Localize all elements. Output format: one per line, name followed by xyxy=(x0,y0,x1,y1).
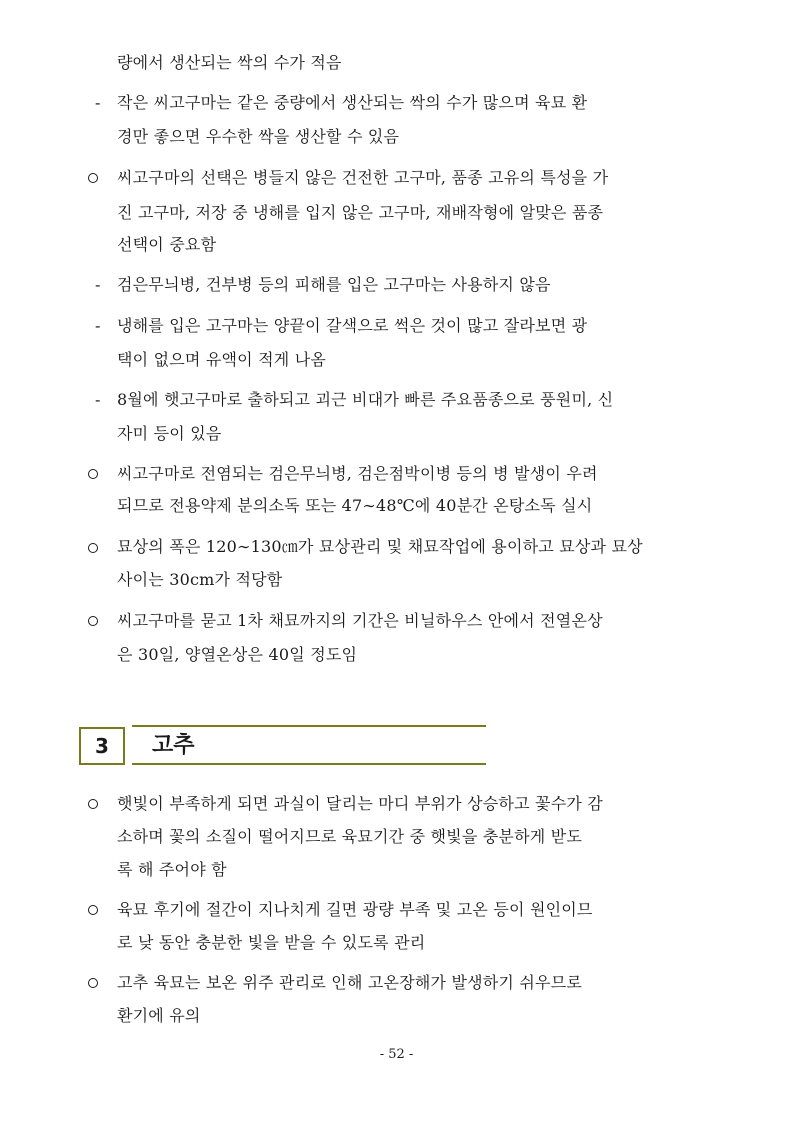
text-line: 진 고구마, 저장 중 냉해를 입지 않은 고구마, 재배작형에 알맞은 품종 xyxy=(117,203,604,222)
circle-bullet-icon xyxy=(88,978,98,988)
section-number: 3 xyxy=(95,734,109,758)
text-line: 로 낮 동안 충분한 빛을 받을 수 있도록 관리 xyxy=(117,933,426,952)
text-line: 고추 육묘는 보온 위주 관리로 인해 고온장해가 발생하기 쉬우므로 xyxy=(117,973,583,992)
text-line: 소하며 꽃의 소질이 떨어지므로 육묘기간 중 햇빛을 충분하게 받도 xyxy=(117,827,583,846)
text-line: 햇빛이 부족하게 되면 과실이 달리는 마디 부위가 상승하고 꽃수가 감 xyxy=(117,794,603,813)
text-line: 8월에 햇고구마로 출하되고 괴근 비대가 빠른 주요품종으로 풍원미, 신 xyxy=(117,390,614,409)
text-line: 검은무늬병, 건부병 등의 피해를 입은 고구마는 사용하지 않음 xyxy=(117,275,551,294)
text-line: 육묘 후기에 절간이 지나치게 길면 광량 부족 및 고온 등이 원인이므 xyxy=(117,900,593,919)
text-line: 되므로 전용약제 분의소독 또는 47∼48℃에 40분간 온탕소독 실시 xyxy=(117,496,593,515)
text-line: 씨고구마로 전염되는 검은무늬병, 검은점박이병 등의 병 발생이 우려 xyxy=(117,464,598,483)
text-line: 묘상의 폭은 120∼130㎝가 묘상관리 및 채묘작업에 용이하고 묘상과 묘상 xyxy=(117,537,643,556)
section-title: 고추 xyxy=(152,733,195,758)
dash-bullet: - xyxy=(95,390,101,409)
text-line: 택이 없으며 유액이 적게 나옴 xyxy=(117,350,327,369)
section-rule-top xyxy=(132,725,486,727)
text-line: 냉해를 입은 고구마는 양끝이 갈색으로 썩은 것이 많고 잘라보면 광 xyxy=(117,316,588,335)
text-line: 경만 좋으면 우수한 싹을 생산할 수 있음 xyxy=(117,127,400,146)
circle-bullet-icon xyxy=(88,543,98,553)
text-line: 자미 등이 있음 xyxy=(117,424,222,443)
section-number-box xyxy=(79,727,125,765)
circle-bullet-icon xyxy=(88,799,98,809)
text-line: 선택이 중요함 xyxy=(117,235,217,254)
circle-bullet-icon xyxy=(88,469,98,479)
dash-bullet: - xyxy=(95,93,101,112)
text-line: 씨고구마의 선택은 병들지 않은 건전한 고구마, 품종 고유의 특성을 가 xyxy=(117,168,609,187)
text-line: 씨고구마를 묻고 1차 채묘까지의 기간은 비닐하우스 안에서 전열온상 xyxy=(117,611,603,630)
text-line: 록 해 주어야 함 xyxy=(117,860,227,879)
section-rule-bottom xyxy=(132,763,486,765)
dash-bullet: - xyxy=(95,316,101,335)
text-line: 사이는 30cm가 적당함 xyxy=(117,570,283,589)
circle-bullet-icon xyxy=(88,173,98,183)
text-line: 작은 씨고구마는 같은 중량에서 생산되는 싹의 수가 많으며 육묘 환 xyxy=(117,93,588,112)
circle-bullet-icon xyxy=(88,616,98,626)
text-line: 환기에 유의 xyxy=(117,1006,201,1025)
circle-bullet-icon xyxy=(88,905,98,915)
text-line: 은 30일, 양열온상은 40일 정도임 xyxy=(117,645,358,664)
text-line: 량에서 생산되는 싹의 수가 적음 xyxy=(117,53,342,72)
dash-bullet: - xyxy=(95,275,101,294)
page-number: - 52 - xyxy=(379,1047,414,1062)
